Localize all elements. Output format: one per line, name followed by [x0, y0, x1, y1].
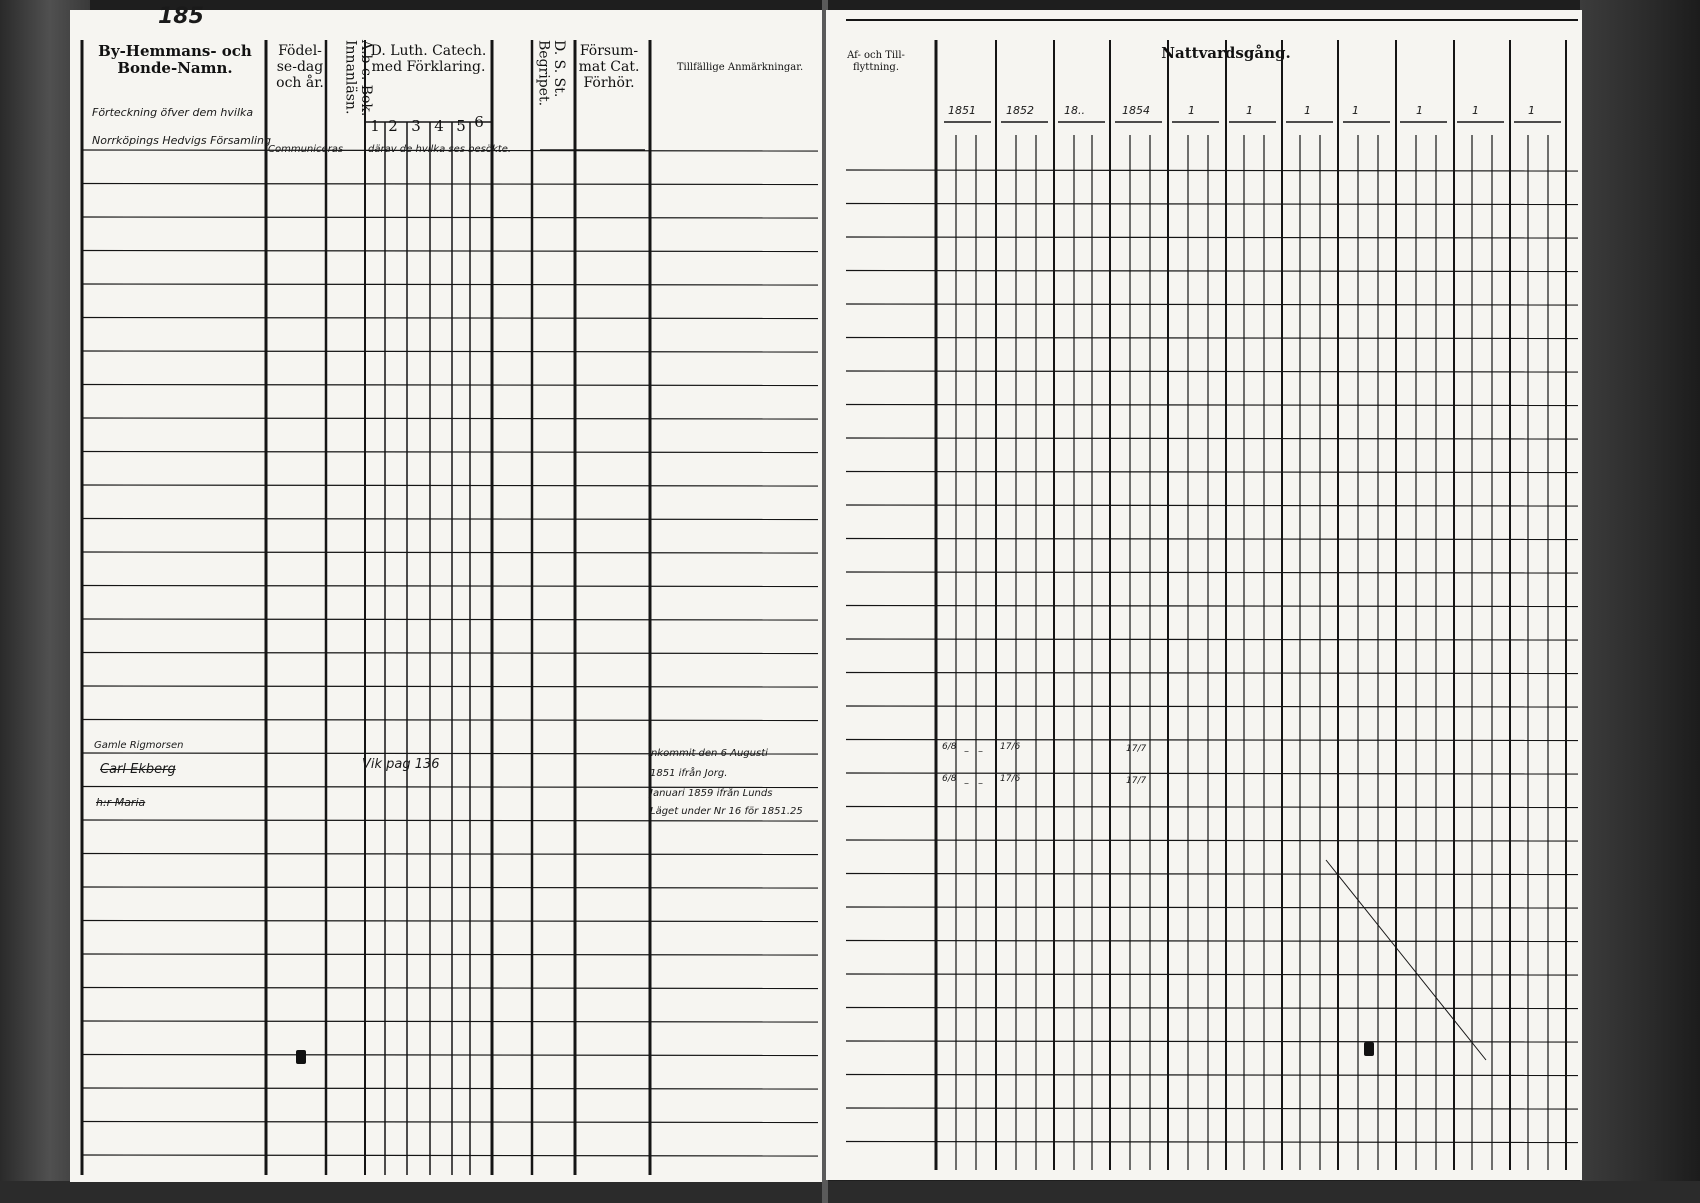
hw-remark-2: 1851 ifrån Jorg.	[650, 768, 728, 779]
left-row-rule	[82, 954, 818, 955]
left-row-rule	[82, 351, 818, 352]
hw-entry-abc: Vik pag 136	[362, 757, 440, 772]
hw-right-dash-4: –	[978, 778, 983, 789]
year-9: 1	[1416, 104, 1423, 117]
year-6: 1	[1246, 104, 1253, 117]
header-birth: Födel-se-dag och år.	[276, 43, 324, 92]
hw-right-dash-1: –	[964, 746, 969, 757]
hw-birth-note: Communiceras	[268, 144, 344, 155]
header-remarks: Tillfällige Anmärkningar.	[676, 62, 804, 73]
right-diagonal-stroke	[1326, 860, 1486, 1060]
left-row-rule	[82, 318, 818, 319]
hw-right-dash-2: –	[978, 746, 983, 757]
header-catechism: D. Luth. Catech. med Förklaring.	[370, 43, 487, 76]
left-row-rule	[82, 217, 818, 218]
left-row-rule	[82, 1055, 818, 1056]
cat-subcol-4: 4	[434, 117, 444, 135]
hw-entry-1: Gamle Rigmorsen	[94, 740, 184, 751]
page-number: 185	[158, 4, 204, 29]
left-row-rule	[82, 887, 818, 888]
cat-subcol-6: 6	[474, 113, 484, 131]
hw-right-1: 6/8	[942, 742, 957, 752]
left-row-rule	[82, 485, 818, 486]
left-row-rule	[82, 586, 818, 587]
hw-remark-4: Läget under Nr 16 för 1851.25	[650, 806, 803, 817]
header-forsummat: Försum-mat Cat. Förhör.	[578, 43, 640, 92]
left-row-rule	[82, 184, 818, 185]
left-row-rule	[82, 686, 818, 687]
cat-subcol-2: 2	[388, 117, 398, 135]
year-5: 1	[1188, 104, 1195, 117]
left-row-rule	[82, 284, 818, 285]
hw-entry-3: h:r Maria	[96, 796, 146, 809]
year-1: 1851	[948, 104, 976, 117]
year-3: 18..	[1064, 104, 1085, 117]
left-row-rule	[82, 988, 818, 989]
left-row-rule	[82, 519, 818, 520]
hw-name-line-1: Förteckning öfver dem hvilka	[92, 106, 254, 119]
left-row-rule	[82, 251, 818, 252]
left-page	[70, 4, 822, 1182]
left-row-rule	[82, 552, 818, 553]
right-page-grid	[826, 10, 1582, 1180]
left-row-rule	[82, 452, 818, 453]
left-row-rule	[82, 820, 818, 821]
year-2: 1852	[1006, 104, 1034, 117]
hw-entry-2: Carl Ekberg	[100, 762, 176, 777]
year-11: 1	[1528, 104, 1535, 117]
book-edge-right	[1580, 0, 1700, 1203]
hw-right-6: 17/7	[1126, 776, 1147, 786]
clasp-mark	[296, 1050, 306, 1064]
hw-remark-3: Januari 1859 ifrån Lunds	[650, 788, 773, 799]
left-row-rule	[82, 921, 818, 922]
left-row-rule	[82, 720, 818, 721]
year-8: 1	[1352, 104, 1359, 117]
hw-right-dash-3: –	[964, 778, 969, 789]
header-begripet: D. S. St. Begripet.	[535, 40, 567, 107]
clasp-mark-right	[1364, 1042, 1374, 1056]
left-row-rule	[82, 1088, 818, 1089]
year-4: 1854	[1122, 104, 1150, 117]
left-row-rule	[82, 1122, 818, 1123]
hw-right-4: 6/8	[942, 774, 957, 784]
left-row-rule	[82, 385, 818, 386]
left-row-rule	[82, 619, 818, 620]
year-10: 1	[1472, 104, 1479, 117]
hw-right-2: 17/6	[1000, 742, 1021, 752]
book-edge-bottom	[0, 1181, 1700, 1203]
hw-right-3: 17/7	[1126, 744, 1147, 754]
left-page-grid	[70, 10, 822, 1182]
hw-remark-1: Inkommit den 6 Augusti	[648, 748, 768, 759]
hw-right-5: 17/6	[1000, 774, 1021, 784]
hw-cat-note: därav de hvilka ses besökte.	[368, 144, 512, 155]
cat-subcol-1: 1	[370, 117, 380, 135]
left-row-rule	[82, 418, 818, 419]
header-moving: Af- och Till-flyttning.	[847, 50, 905, 73]
left-row-rule	[82, 854, 818, 855]
cat-subcol-5: 5	[456, 117, 466, 135]
cat-subcol-3: 3	[411, 117, 421, 135]
header-abc: A.b c. Bok. Innanläsn.	[342, 40, 374, 117]
left-row-rule	[82, 1155, 818, 1156]
left-row-rule	[82, 653, 818, 654]
year-7: 1	[1304, 104, 1311, 117]
left-row-rule	[82, 1021, 818, 1022]
hw-name-line-2: Norrköpings Hedvigs Församling	[92, 134, 271, 147]
header-name: By-Hemmans- och Bonde-Namn.	[98, 42, 252, 78]
header-communion: Nattvardsgång.	[1161, 44, 1291, 62]
right-page	[826, 10, 1582, 1180]
